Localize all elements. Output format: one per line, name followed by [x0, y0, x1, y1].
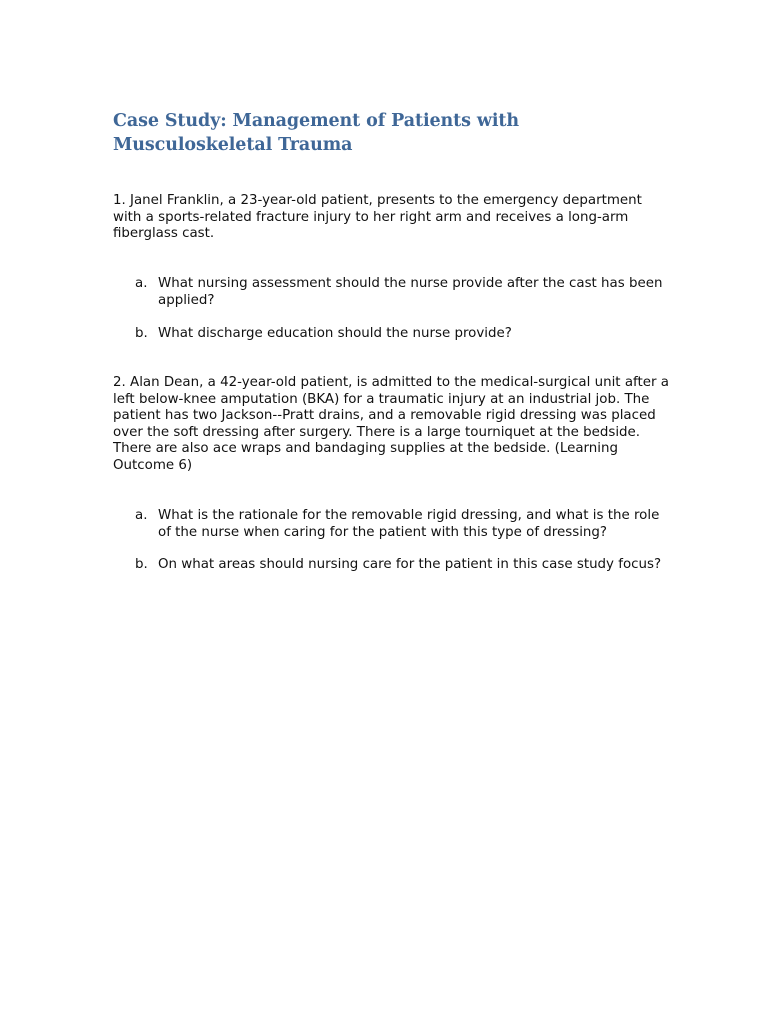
question-1-subitem-b: [135, 326, 675, 343]
list-marker: b.: [135, 557, 148, 572]
list-marker: b.: [135, 326, 148, 341]
list-item-text: On what areas should nursing care for the patient in this case study focus?: [158, 557, 662, 572]
list-item-text: What is the rationale for the removable rigid dressing, and what is the role of the nurse when caring for the patient with this type of dressing?: [158, 508, 660, 540]
question-2-subitem-b: [135, 557, 675, 574]
page-title: Case Study: Management of Patients with Musculoskeletal Trauma: [113, 111, 520, 155]
question-1-text: 1. Janel Franklin, a 23-year-old patient, presents to the emergency department with a sports-related fracture injury to her right arm and receives a long-arm fiberglass cast.: [113, 193, 642, 242]
list-marker: a.: [135, 508, 148, 523]
question-2-text: 2. Alan Dean, a 42-year-old patient, is admitted to the medical-surgical unit after a left below-knee amputation (BKA) for a traumatic injury at an industrial job. The patient has two Jackson--Pratt drains, and a removable rigid dressing was placed over the soft dressing after surgery. There is a large tourniquet at the bedside. There are also ace wraps and bandaging supplies at the bedside. (Learning Outcome 6): [113, 375, 669, 473]
list-item-text: What nursing assessment should the nurse provide after the cast has been applied?: [158, 276, 663, 308]
question-1-subitem-a: [135, 276, 675, 309]
question-2-subitem-a: [135, 508, 675, 541]
list-marker: a.: [135, 276, 148, 291]
list-item-text: What discharge education should the nurse provide?: [158, 326, 512, 341]
